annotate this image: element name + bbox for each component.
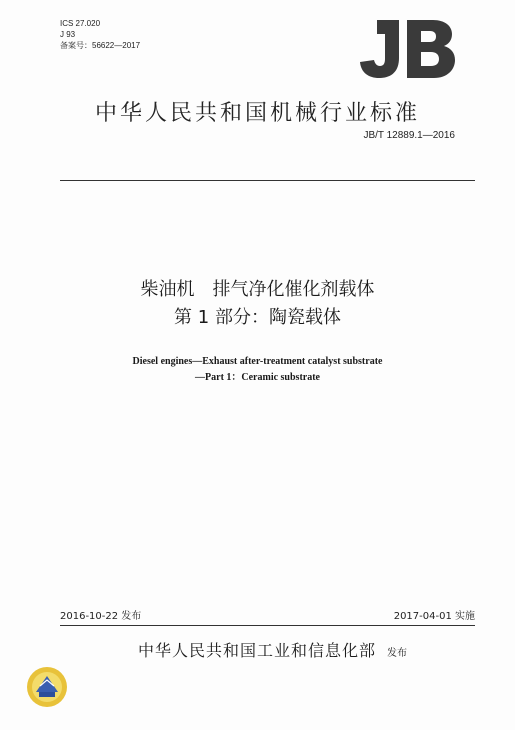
ccs-code: J 93	[60, 30, 76, 39]
chinese-title-line-1: 柴油机 排气净化催化剂载体	[140, 279, 375, 300]
standard-number: JB/T 12889.1—2016	[363, 130, 455, 141]
top-divider	[60, 180, 475, 181]
publisher	[0, 638, 515, 661]
chinese-title-line-2: 第 1 部分：陶瓷载体	[174, 307, 341, 328]
english-title-line-1: Diesel engines—Exhaust after-treatment catalyst substrate	[132, 356, 383, 367]
issue-date: 2016-10-22 发布	[60, 611, 142, 622]
ministry-emblem-icon	[26, 666, 68, 708]
english-title	[0, 354, 515, 386]
publish-action: 发布	[387, 648, 408, 659]
record-number: 备案号：56622—2017	[60, 41, 141, 50]
standard-category-title: 中华人民共和国机械行业标准	[94, 101, 420, 126]
bottom-divider	[60, 625, 475, 626]
english-title-line-2: —Part 1：Ceramic substrate	[195, 372, 320, 383]
ics-code: ICS 27.020	[60, 19, 101, 28]
jb-logo-icon	[357, 14, 457, 84]
classification-codes	[60, 18, 140, 51]
implementation-date: 2017-04-01 实施	[393, 611, 475, 622]
publisher-name: 中华人民共和国工业和信息化部	[137, 641, 376, 660]
chinese-title	[0, 276, 515, 332]
